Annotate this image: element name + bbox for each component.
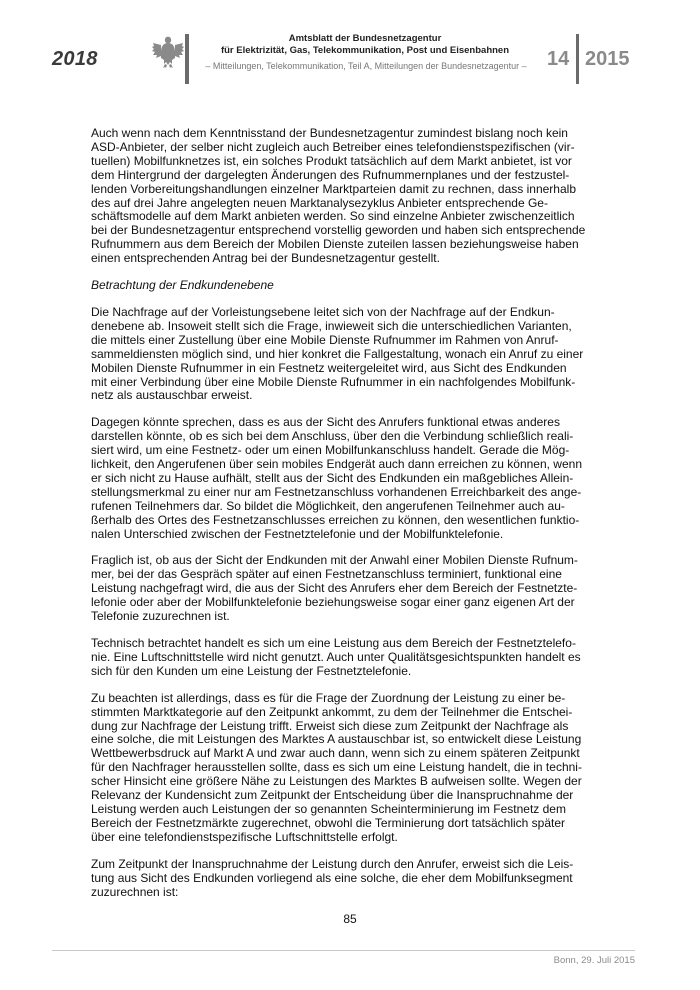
issue-number: 14 — [547, 48, 570, 70]
paragraph: Zu beachten ist allerdings, dass es für die Frage der Zuordnung der Leistung zu einer be- stimmten Marktkategorie auf den Zeitpunkt ankommt, zu dem der Teilnehmer die Entschei- dung zur Nachfrage der Leistung trifft. Erweist sich diese zum Zeitpunkt der Nachfrage als eine solche, die mit Leistungen des Marktes A austauschbar ist, so entwickelt diese Leistung Wettbewerbsdruck auf Markt A und zwar auch dann, wenn sich zu einem späteren Zeitpunkt für den Nachfrager herausstellen sollte, dass es sich um eine Leistung handelt, die in techni- scher Hinsicht eine größere Nähe zu Leistungen des Marktes B aufweisen sollte. Wegen der Relevanz der Kundensicht zum Zeitpunkt der Entscheidung über die Inanspruchnahme der Leistung werden auch Leistungen der so genannten Scheinterminierung im Festnetz dem Bereich der Festnetzmärkte zugerechnet, obwohl die Terminierung dort tatsächlich später über eine telefondienstspezifische Luftschnittstelle erfolgt. — [91, 690, 582, 844]
paragraph: Auch wenn nach dem Kenntnisstand der Bundesnetzagentur zumindest bislang noch kein ASD-Anbieter, der selber nicht zugleich auch Betreiber eines telefondienstspezifischen (vir- tuellen) Mobilfunknetzes ist, ein solches Produkt tatsächlich auf dem Markt anbietet, ist vor dem Hintergrund der dargelegten Änderungen des Rufnummernplanes und der festzustel- lenden Vorbereitungshandlungen einzelner Marktparteien damit zu rechnen, dass innerhalb des auf drei Jahre angelegten neuen Marktanalysezyklus Anbieter entsprechende Ge- schäftsmodelle auf dem Markt anbieten werden. So sind einzelne Anbieter zwischenzeitlich bei der Bundesnetzagentur entsprechend vorstellig geworden und haben sich entsprechende Rufnummern aus dem Bereich der Mobilen Dienste zuteilen lassen beziehungsweise haben einen entsprechenden Antrag bei der Bundesnetzagentur gestellt. — [91, 126, 586, 266]
paragraph: Zum Zeitpunkt der Inanspruchnahme der Leistung durch den Anrufer, erweist sich die Leis- tung aus Sicht des Endkunden vorliegend als eine solche, die eher dem Mobilfunksegment zuzurechnen ist: — [91, 856, 574, 899]
section-heading: Betrachtung der Endkundenebene — [91, 278, 274, 293]
header-title-line1: Amtsblatt der Bundesnetzagentur — [288, 33, 442, 44]
paragraph: Technisch betrachtet handelt es sich um eine Leistung aus dem Bereich der Festnetztelefo- nie. Eine Luftschnittstelle wird nicht genutzt. Auch unter Qualitätsgesichtspunkten handelt es sich für den Kunden um eine Leistung der Festnetztelefonie. — [91, 636, 581, 678]
paragraph: Fraglich ist, ob aus der Sicht der Endkunden mit der Anwahl einer Mobilen Dienste Rufnum- mer, bei der das Gespräch später auf einen Festnetzanschluss terminiert, funktional eine Leistung nachgefragt wird, die aus der Sicht des Anrufers eher dem Bereich der Festnetzte- lefonie oder aber der Mobilfunktelefonie beziehungsweise sogar einer ganz eigenen Art der Telefonie zuzurechnen ist. — [91, 553, 578, 624]
issue-divider-bar — [576, 34, 579, 84]
header-divider-bar — [185, 34, 189, 84]
header-year-left: 2018 — [52, 48, 98, 70]
footer-date: Bonn, 29. Juli 2015 — [553, 955, 635, 966]
paragraph: Dagegen könnte sprechen, dass es aus der Sicht des Anrufers funktional etwas anderes darstellen könnte, ob es sich bei dem Anschluss, über den die Verbindung schließlich reali- siert wird, um eine Festnetz- oder um einen Mobilfunkanschluss handelt. Gerade die Mög- lichkeit, den Angerufenen über sein mobiles Endgerät auch dann erreichen zu können, wenn er sich nicht zu Hause aufhält, stellt aus der Sicht des Endkunden ein maßgebliches Allein- stellungsmerkmal zu einer nur am Festnetzanschluss vorhandenen Erreichbarkeit des ange- rufenen Teilnehmers dar. So bildet die Möglichkeit, den angerufenen Teilnehmer auch au- ßerhalb des Ortes des Festnetzanschlusses erreichen zu können, den wesentlichen funktio- nalen Unterschied zwischen der Festnetztelefonie und der Mobilfunktelefonie. — [91, 415, 582, 541]
document-body — [91, 127, 611, 912]
footer-divider — [52, 950, 635, 951]
header-title-line2: für Elektrizität, Gas, Telekommunikation, Post und Eisenbahnen — [220, 45, 510, 56]
issue-year: 2015 — [585, 48, 630, 70]
paragraph: Die Nachfrage auf der Vorleistungsebene leitet sich von der Nachfrage auf der Endkun- denebene ab. Insoweit stellt sich die Frage, inwieweit sich die unterschiedlichen Varianten, die mittels einer Zustellung über eine Mobile Dienste Rufnummer im Rahmen von Anruf- sammeldiensten möglich sind, und hier konkret die Fallgestaltung, wonach ein Anruf zu einer Mobilen Dienste Rufnummer in ein Festnetz weitergeleitet wird, aus Sicht des Endkunden mit einer Verbindung über eine Mobile Dienste Rufnummer in ein nachfolgendes Mobilfunk- netz als austauschbar erweist. — [91, 304, 584, 403]
federal-eagle-icon — [152, 34, 184, 68]
page-number: 85 — [343, 912, 357, 926]
header-subtitle: – Mitteilungen, Telekommunikation, Teil A, Mitteilungen der Bundesnetzagentur – — [205, 61, 527, 71]
